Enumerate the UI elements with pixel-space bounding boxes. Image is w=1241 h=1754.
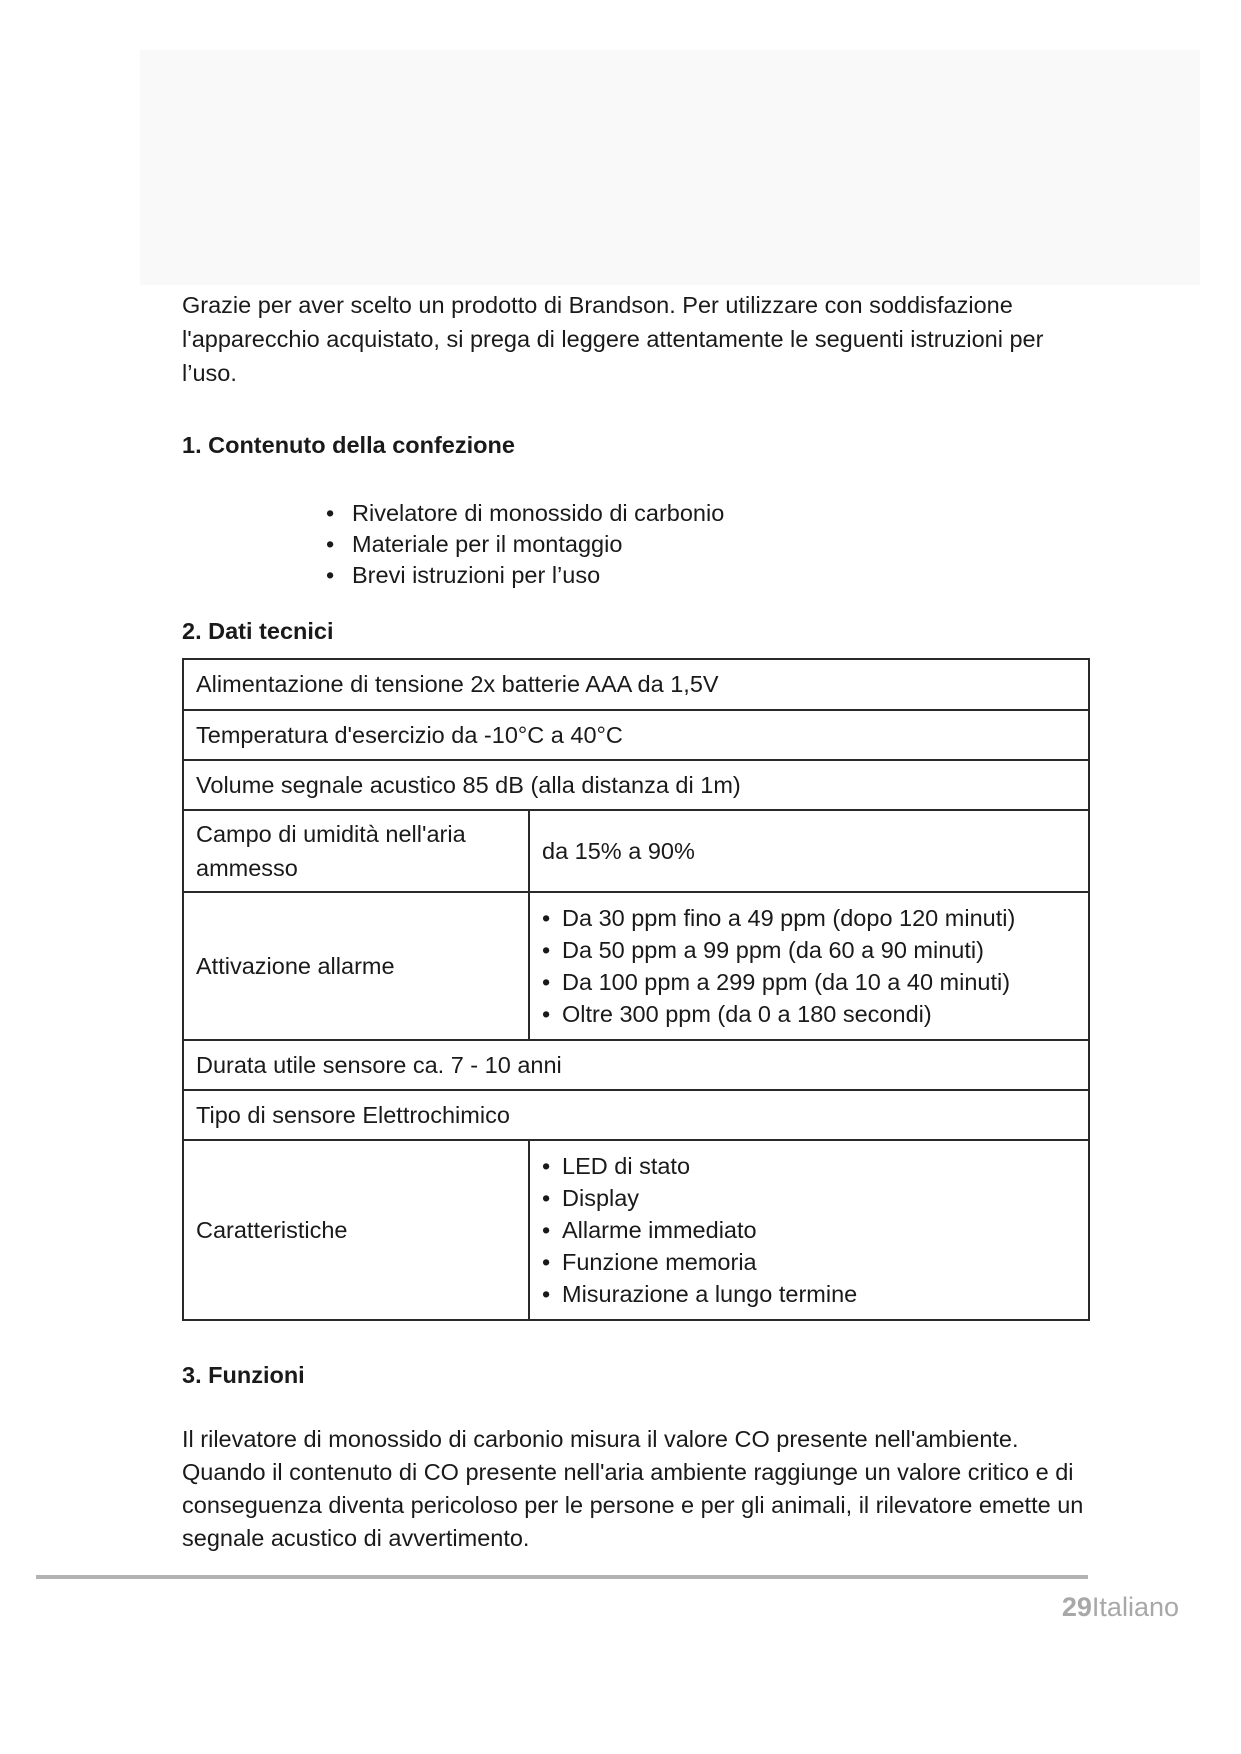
table-cell: Volume segnale acustico 85 dB (alla distanza di 1m) <box>183 760 1089 810</box>
footer-language: Italiano <box>1091 1592 1179 1622</box>
list-item: • Allarme immediato <box>542 1214 1076 1246</box>
list-item: • Display <box>542 1182 1076 1214</box>
table-cell-value <box>529 1140 1089 1320</box>
table-row <box>183 710 1089 760</box>
list-item: • Rivelatore di monossido di carbonio <box>326 498 724 529</box>
package-contents-list <box>326 498 724 591</box>
table-row <box>183 1040 1089 1090</box>
table-row <box>183 1140 1089 1320</box>
table-cell-value <box>529 892 1089 1040</box>
table-cell-label: Attivazione allarme <box>183 892 529 1040</box>
section-heading-functions: 3. Funzioni <box>182 1362 305 1388</box>
section-heading-contents: 1. Contenuto della confezione <box>182 432 515 458</box>
table-cell: Durata utile sensore ca. 7 - 10 anni <box>183 1040 1089 1090</box>
list-item: • Brevi istruzioni per l’uso <box>326 560 724 591</box>
table-cell: Temperatura d'esercizio da -10°C a 40°C <box>183 710 1089 760</box>
section-heading-specs: 2. Dati tecnici <box>182 618 334 644</box>
table-row <box>183 810 1089 892</box>
table-row <box>183 892 1089 1040</box>
specs-table <box>182 658 1090 1321</box>
alarm-thresholds-list <box>542 902 1076 1030</box>
list-item: • Materiale per il montaggio <box>326 529 724 560</box>
table-cell-label: Campo di umidità nell'aria ammesso <box>183 810 529 892</box>
table-cell-label: Caratteristiche <box>183 1140 529 1320</box>
list-item: • LED di stato <box>542 1150 1076 1182</box>
table-cell: Tipo di sensore Elettrochimico <box>183 1090 1089 1140</box>
page-footer <box>1062 1592 1179 1623</box>
list-item: • Da 30 ppm fino a 49 ppm (dopo 120 minuti) <box>542 902 1076 934</box>
features-list <box>542 1150 1076 1310</box>
scan-background <box>140 50 1200 285</box>
list-item: • Da 50 ppm a 99 ppm (da 60 a 90 minuti) <box>542 934 1076 966</box>
list-item: • Funzione memoria <box>542 1246 1076 1278</box>
page-number: 29 <box>1061 1592 1092 1622</box>
table-cell-value: da 15% a 90% <box>529 810 1089 892</box>
footer-divider <box>36 1575 1088 1579</box>
table-row <box>183 760 1089 810</box>
table-row <box>183 659 1089 710</box>
intro-paragraph: Grazie per aver scelto un prodotto di Brandson. Per utilizzare con soddisfazione l'apparecchio acquistato, si prega di leggere attentamente le seguenti istruzioni per l’uso. <box>182 292 1044 386</box>
functions-paragraph: Il rilevatore di monossido di carbonio misura il valore CO presente nell'ambiente. Quando il contenuto di CO presente nell'aria ambiente raggiunge un valore critico e di conseguenza diventa pericoloso per le persone e per gli animali, il rilevatore emette un segnale acustico di avvertimento. <box>182 1426 1084 1551</box>
list-item: • Da 100 ppm a 299 ppm (da 10 a 40 minuti) <box>542 966 1076 998</box>
table-cell: Alimentazione di tensione 2x batterie AAA da 1,5V <box>183 659 1089 710</box>
list-item: • Oltre 300 ppm (da 0 a 180 secondi) <box>542 998 1076 1030</box>
list-item: • Misurazione a lungo termine <box>542 1278 1076 1310</box>
table-row <box>183 1090 1089 1140</box>
